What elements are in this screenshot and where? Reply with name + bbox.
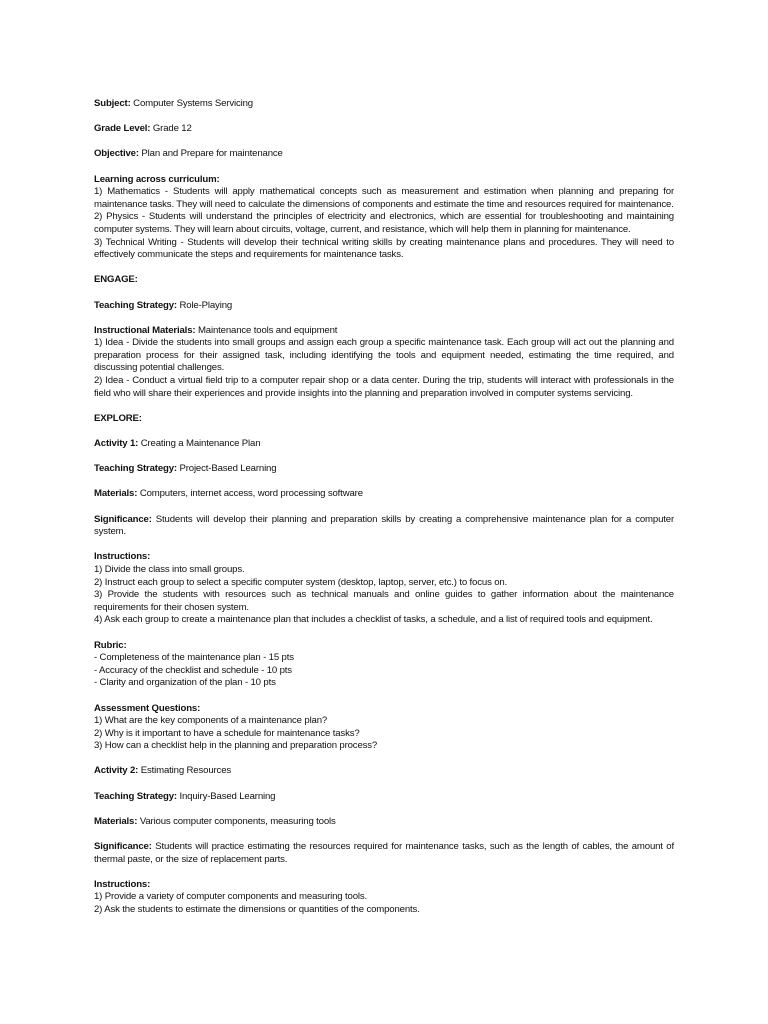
activity2-label: Activity 2: bbox=[94, 765, 139, 777]
learning-item-1: 1) Mathematics - Students will apply mathematical concepts such as measurement and estimation when planning and preparing for maintenance tasks. They will need to calculate the dimensions of components and estimate the time and resources required for maintenance. bbox=[94, 186, 674, 210]
activity2-strategy-value: Inquiry-Based Learning bbox=[179, 790, 276, 802]
activity1-strategy-line bbox=[94, 463, 674, 476]
rubric-label: Rubric: bbox=[94, 639, 127, 651]
grade-label: Grade Level: bbox=[94, 123, 151, 135]
grade-value: Grade 12 bbox=[152, 123, 192, 135]
engage-idea-1: 1) Idea - Divide the students into small groups and assign each group a specific maintenance task. Each group will act out the planning and preparation process for their assigned task, including identifying the tools and equipment needed, estimating the time required, and discussing potential challenges. bbox=[94, 337, 674, 374]
subject-line bbox=[94, 98, 674, 111]
activity1-materials-label: Materials: bbox=[94, 488, 138, 500]
engage-strategy-label: Teaching Strategy: bbox=[94, 299, 177, 311]
activity2-materials-label: Materials: bbox=[94, 815, 138, 827]
activity2-value: Estimating Resources bbox=[140, 765, 232, 777]
engage-heading: ENGAGE: bbox=[94, 274, 138, 286]
activity1-instruction-3: 3) Provide the students with resources such as technical manuals and online guides to gather information about the maintenance requirements for their chosen system. bbox=[94, 589, 674, 613]
activity1-instructions bbox=[94, 551, 674, 627]
activity2-materials-line bbox=[94, 816, 674, 829]
learning-item-3: 3) Technical Writing - Students will develop their technical writing skills by creating maintenance plans and procedures. They will need to effectively communicate the steps and requirements for maintenance tasks. bbox=[94, 236, 674, 261]
activity1-significance-value: Students will develop their planning and preparation skills by creating a comprehensive maintenance plan for a computer system. bbox=[94, 513, 674, 538]
subject-label: Subject: bbox=[94, 98, 131, 109]
activity1-line bbox=[94, 438, 674, 451]
assessment-question-3: 3) How can a checklist help in the planning and preparation process? bbox=[94, 740, 378, 752]
activity1-instruction-4: 4) Ask each group to create a maintenance plan that includes a checklist of tasks, a schedule, and a list of required tools and equipment. bbox=[94, 614, 653, 626]
rubric-item-2: - Accuracy of the checklist and schedule - 10 pts bbox=[94, 664, 292, 676]
activity1-significance-line bbox=[94, 514, 674, 539]
activity2-instructions-label: Instructions: bbox=[94, 878, 151, 890]
activity2-significance bbox=[94, 841, 674, 866]
activity1-instructions-label: Instructions: bbox=[94, 551, 151, 563]
activity1-label: Activity 1: bbox=[94, 438, 139, 450]
grade-line bbox=[94, 123, 674, 136]
assessment-label: Assessment Questions: bbox=[94, 702, 201, 714]
activity1-value: Creating a Maintenance Plan bbox=[140, 438, 261, 450]
activity1-significance bbox=[94, 514, 674, 539]
activity2-significance-value: Students will practice estimating the resources required for maintenance tasks, such as the length of cables, the amount of thermal paste, or the size of replacement parts. bbox=[94, 841, 675, 865]
activity2-strategy-label: Teaching Strategy: bbox=[94, 790, 177, 802]
engage-materials-section bbox=[94, 325, 674, 401]
objective-label: Objective: bbox=[94, 148, 139, 160]
activity2-materials-value: Various computer components, measuring tools bbox=[139, 815, 336, 827]
objective-value: Plan and Prepare for maintenance bbox=[141, 148, 283, 160]
learning-item-2: 2) Physics - Students will understand the principles of electricity and electronics, which are essential for troubleshooting and maintaining computer systems. They will learn about circuits, voltage, current, and resistance, which will help them in planning for maintenance. bbox=[94, 211, 674, 235]
engage-materials-label: Instructional Materials: bbox=[94, 324, 196, 336]
activity1-significance-label: Significance: bbox=[94, 513, 152, 525]
activity1-instruction-2: 2) Instruct each group to select a specific computer system (desktop, laptop, server, etc.) to focus on. bbox=[94, 576, 508, 588]
assessment-question-1: 1) What are the key components of a maintenance plan? bbox=[94, 715, 328, 727]
explore-heading: EXPLORE: bbox=[94, 412, 142, 424]
activity2-instruction-1: 1) Provide a variety of computer components and measuring tools. bbox=[94, 891, 368, 903]
activity1-rubric bbox=[94, 640, 674, 690]
assessment-question-2: 2) Why is it important to have a schedule for maintenance tasks? bbox=[94, 727, 360, 739]
engage-materials-value: Maintenance tools and equipment bbox=[197, 324, 338, 336]
activity2-instructions bbox=[94, 879, 674, 917]
activity2-line bbox=[94, 765, 674, 778]
activity2-significance-line bbox=[94, 841, 674, 866]
activity1-assessment bbox=[94, 703, 674, 753]
engage-strategy-value: Role-Playing bbox=[179, 299, 233, 311]
rubric-item-1: - Completeness of the maintenance plan - 15 pts bbox=[94, 652, 294, 664]
objective-line bbox=[94, 148, 674, 161]
activity1-strategy-label: Teaching Strategy: bbox=[94, 463, 177, 475]
learning-heading: Learning across curriculum: bbox=[94, 173, 220, 185]
activity1-materials-value: Computers, internet access, word processing software bbox=[139, 488, 363, 500]
learning-section bbox=[94, 174, 674, 262]
activity2-strategy-line bbox=[94, 791, 674, 804]
activity2-significance-label: Significance: bbox=[94, 841, 152, 853]
engage-idea-2: 2) Idea - Conduct a virtual field trip to a computer repair shop or a data center. During the trip, students will interact with professionals in the field who will share their experiences and provide insights into the planning and preparation involved in computer systems servicing. bbox=[94, 375, 674, 399]
activity1-strategy-value: Project-Based Learning bbox=[179, 463, 277, 475]
activity2-instruction-2: 2) Ask the students to estimate the dimensions or quantities of the components. bbox=[94, 904, 420, 915]
engage-materials-line bbox=[94, 325, 674, 338]
engage-strategy-line bbox=[94, 300, 674, 313]
rubric-item-3: - Clarity and organization of the plan - 10 pts bbox=[94, 677, 276, 689]
activity1-instruction-1: 1) Divide the class into small groups. bbox=[94, 563, 245, 575]
subject-value: Computer Systems Servicing bbox=[133, 98, 253, 109]
activity1-materials-line bbox=[94, 488, 674, 501]
